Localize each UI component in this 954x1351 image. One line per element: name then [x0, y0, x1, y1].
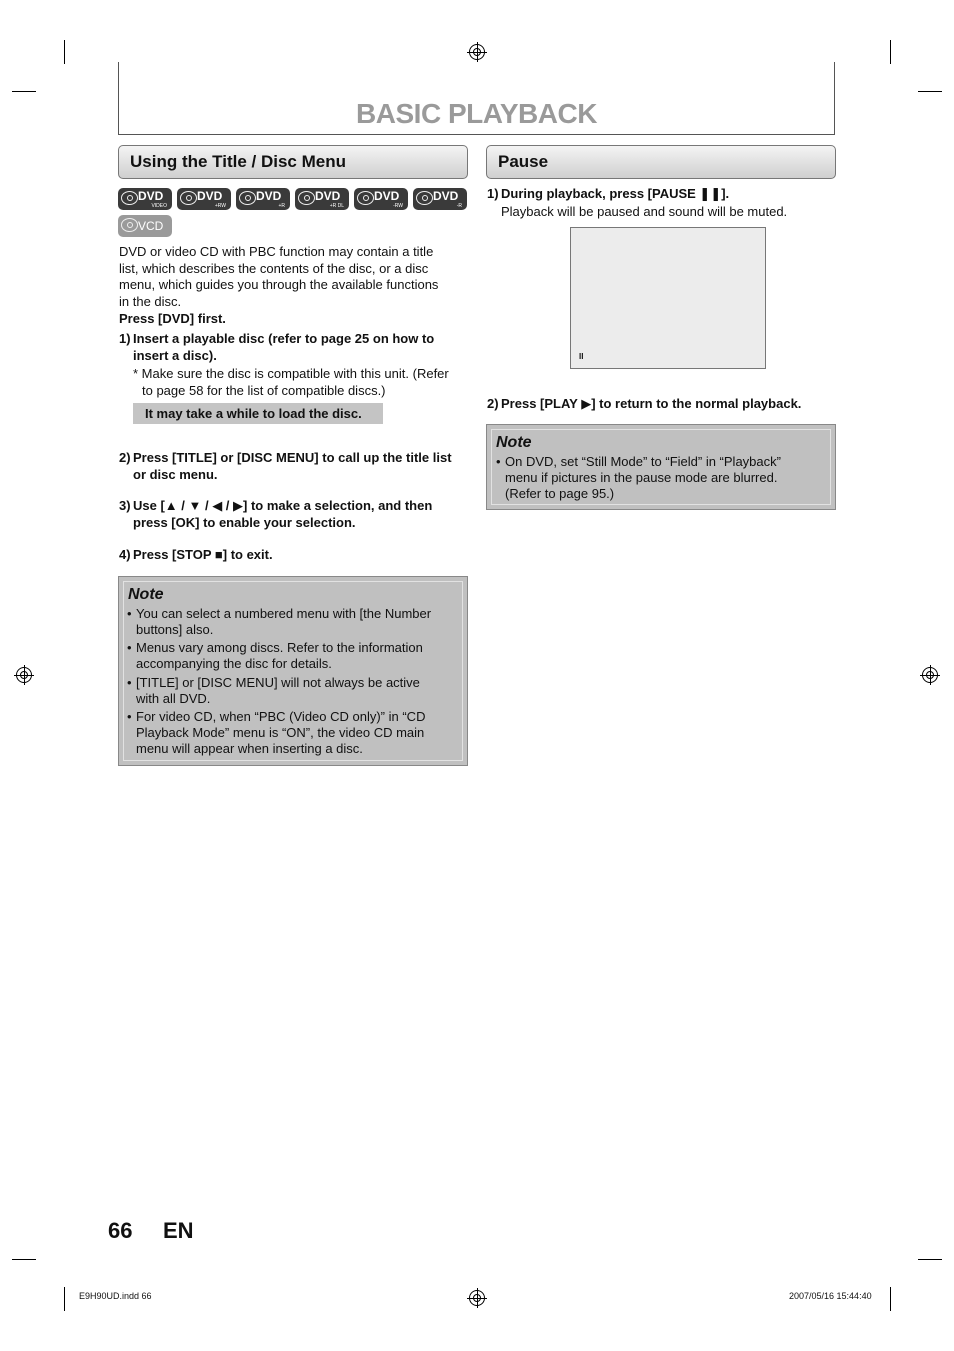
- pause-step-1-desc: Playback will be paused and sound will be muted.: [501, 204, 788, 219]
- dvd-minus-r-badge-icon: DVD -R: [413, 188, 467, 210]
- press-dvd-first: Press [DVD] first.: [119, 311, 226, 326]
- vcd-badge-icon: VCD: [118, 215, 172, 237]
- dvd-minus-rw-badge-icon: DVD -RW: [354, 188, 408, 210]
- crop-mark: [918, 91, 942, 92]
- note-item: • For video CD, when “PBC (Video CD only)” in “CD Playback Mode” menu is “ON”, the video CD main menu will appear when inserting a disc.: [127, 709, 426, 756]
- page-title: BASIC PLAYBACK: [356, 98, 597, 129]
- registration-mark-icon: [469, 44, 485, 60]
- pause-step-1: 1) During playback, press [PAUSE ❚❚].: [487, 186, 730, 201]
- note-item: • On DVD, set “Still Mode” to “Field” in “Playback” menu if pictures in the pause mode are blurred. (Refer to page 95.): [496, 454, 781, 501]
- page-number: 66: [108, 1218, 133, 1243]
- dvd-video-badge-icon: DVD VIDEO: [118, 188, 172, 210]
- step-4: 4) Press [STOP ■] to exit.: [119, 547, 273, 562]
- section-heading-title-disc-menu: Using the Title / Disc Menu: [118, 145, 468, 179]
- note-title: Note: [496, 434, 532, 451]
- step-2: 2) Press [TITLE] or [DISC MENU] to call up the title list or disc menu.: [119, 450, 452, 482]
- step-1: 1) Insert a playable disc (refer to page 25 on how to insert a disc).: [119, 331, 435, 363]
- disc-type-badges: [118, 188, 478, 242]
- dvd-plus-r-badge-icon: DVD +R: [236, 188, 290, 210]
- step-3: 3) Use [▲ / ▼ / ◀ / ▶] to make a selection, and then press [OK] to enable your selection.: [119, 498, 433, 530]
- language-label: EN: [163, 1218, 194, 1243]
- dvd-plus-rw-badge-icon: DVD +RW: [177, 188, 231, 210]
- crop-mark: [12, 91, 36, 92]
- note-title: Note: [128, 586, 164, 603]
- crop-mark: [890, 40, 891, 64]
- note-item: • Menus vary among discs. Refer to the information accompanying the disc for details.: [127, 640, 423, 671]
- note-item: • [TITLE] or [DISC MENU] will not always be active with all DVD.: [127, 675, 420, 706]
- crop-mark: [64, 40, 65, 64]
- crop-mark: [890, 1287, 891, 1311]
- pause-indicator-icon: II: [579, 352, 584, 361]
- pause-step-2: 2) Press [PLAY ▶] to return to the normal playback.: [487, 396, 802, 411]
- section-heading-pause: Pause: [486, 145, 836, 179]
- footer-datetime: 2007/05/16 15:44:40: [789, 1291, 872, 1301]
- step-1-note: * Make sure the disc is compatible with this unit. (Refer to page 58 for the list of compatible discs.): [133, 366, 449, 398]
- right-note-box: [486, 424, 836, 510]
- pause-screen-illustration: [570, 227, 766, 369]
- registration-mark-icon: [922, 667, 938, 683]
- crop-mark: [64, 1287, 65, 1311]
- registration-mark-icon: [469, 1290, 485, 1306]
- note-item: • You can select a numbered menu with [the Number buttons] also.: [127, 606, 432, 637]
- left-note-box: [118, 576, 468, 766]
- dvd-plus-r-dl-badge-icon: DVD +R DL: [295, 188, 349, 210]
- registration-mark-icon: [16, 667, 32, 683]
- crop-mark: [918, 1259, 942, 1260]
- loading-message: It may take a while to load the disc.: [133, 403, 383, 424]
- crop-mark: [12, 1259, 36, 1260]
- intro-paragraph: DVD or video CD with PBC function may contain a title list, which describes the contents of the disc, or a disc menu, which guides you through the available functions in the disc.: [119, 244, 439, 309]
- footer-file: E9H90UD.indd 66: [79, 1291, 152, 1301]
